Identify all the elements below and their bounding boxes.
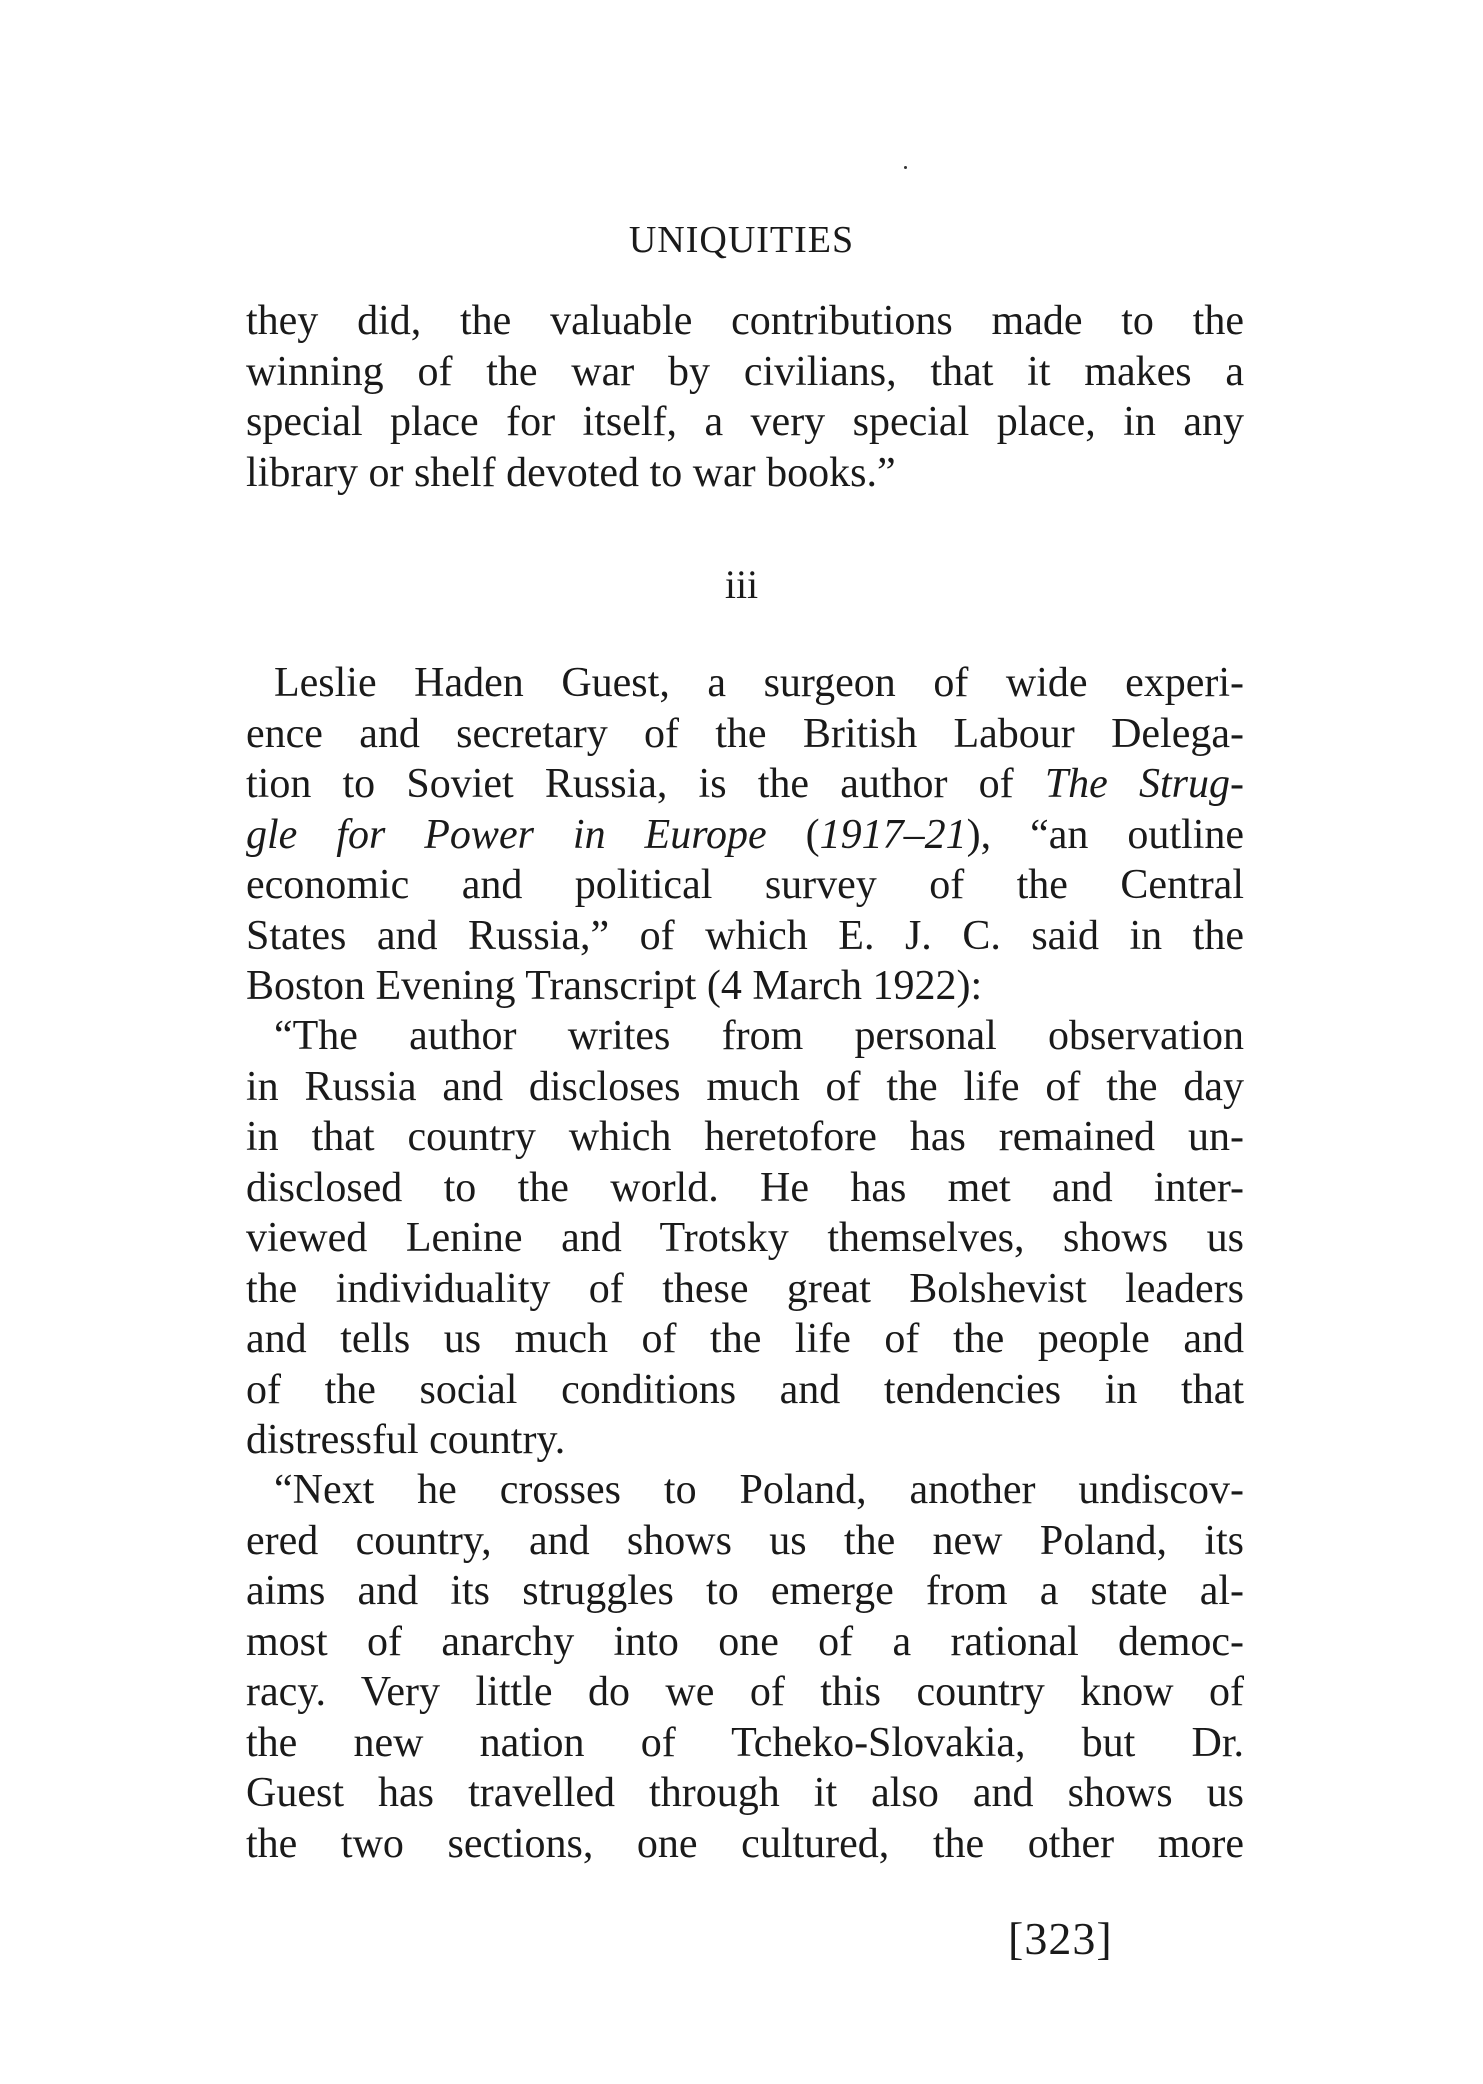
book-title: The Strug- xyxy=(1044,761,1244,807)
text-line: viewed Lenine and Trotsky themselves, shows us xyxy=(246,1215,1244,1261)
text-line: “Next he crosses to Poland, another undiscov- xyxy=(274,1467,1244,1513)
paragraph-continuation xyxy=(246,296,1244,498)
text-line: and tells us much of the life of the people and xyxy=(246,1316,1244,1362)
section-number: iii xyxy=(724,562,759,607)
text-line: library or shelf devoted to war books.” xyxy=(246,449,896,496)
paragraph-quote-2 xyxy=(246,1465,1244,1869)
text-line xyxy=(246,810,1244,861)
text-line: the individuality of these great Bolshevist leaders xyxy=(246,1265,1244,1312)
text-line: ence and secretary of the British Labour Delega- xyxy=(246,710,1244,757)
text-line: Leslie Haden Guest, a surgeon of wide experi- xyxy=(274,660,1244,706)
book-years: 1917–21 xyxy=(819,811,967,858)
text-line: States and Russia,” of which E. J. C. said in the xyxy=(246,912,1244,959)
text-line: economic and political survey of the Central xyxy=(246,862,1244,908)
text-line: Guest has travelled through it also and shows us xyxy=(246,1770,1244,1816)
text-fragment: tion to Soviet Russia, is the author of xyxy=(246,761,1045,807)
text-line: the two sections, one cultured, the other more xyxy=(246,1820,1244,1867)
text-line: winning of the war by civilians, that it makes a xyxy=(246,348,1244,395)
text-line xyxy=(246,759,1244,810)
print-speck xyxy=(904,166,907,169)
paragraph-quote-1 xyxy=(246,1011,1244,1466)
text-line: the new nation of Tcheko-Slovakia, but Dr. xyxy=(246,1719,1244,1766)
running-head: UNIQUITIES xyxy=(628,219,855,261)
text-line: they did, the valuable contributions made to the xyxy=(246,298,1244,344)
text-line: special place for itself, a very special place, in any xyxy=(246,399,1244,445)
text-line: aims and its struggles to emerge from a state al- xyxy=(246,1568,1244,1614)
text-line: most of anarchy into one of a rational democ- xyxy=(246,1618,1244,1665)
text-line: in Russia and discloses much of the life of the day xyxy=(246,1063,1244,1110)
text-line: of the social conditions and tendencies in that xyxy=(246,1366,1244,1413)
text-line: Boston Evening Transcript (4 March 1922): xyxy=(246,963,983,1009)
book-title: gle for Power in Europe xyxy=(246,811,767,858)
text-line: in that country which heretofore has remained un- xyxy=(246,1114,1244,1160)
text-fragment: ), “an outline xyxy=(966,811,1244,858)
paragraph-guest xyxy=(246,658,1244,1012)
page-number: [323] xyxy=(1008,1913,1113,1964)
text-line: distressful country. xyxy=(246,1417,566,1463)
text-line: racy. Very little do we of this country know of xyxy=(246,1669,1244,1715)
text-line: “The author writes from personal observation xyxy=(274,1013,1244,1059)
text-fragment: ( xyxy=(766,811,820,858)
text-line: disclosed to the world. He has met and inter- xyxy=(246,1164,1244,1211)
text-line: ered country, and shows us the new Poland, its xyxy=(246,1517,1244,1564)
